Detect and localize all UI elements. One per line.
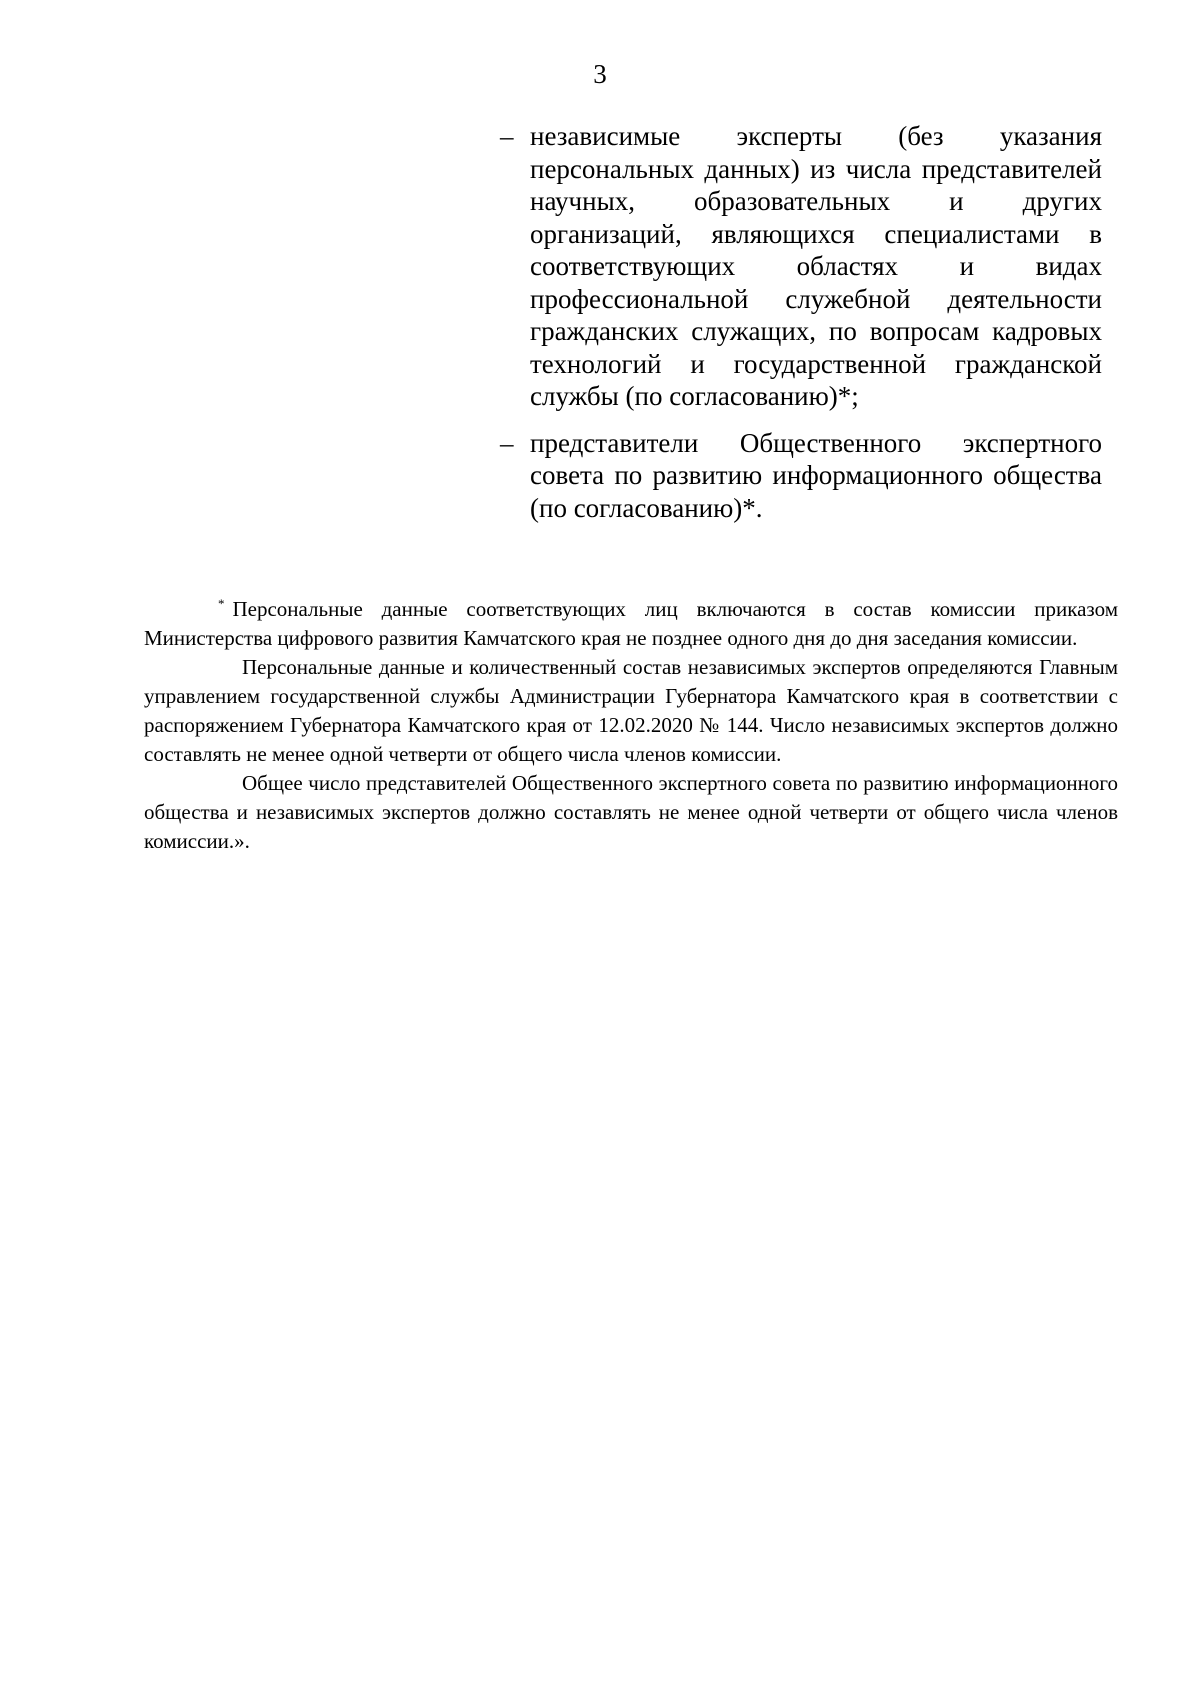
list-item-text: представители Общественного экспертного совета по развитию информационного общества (по согласованию)*. (530, 427, 1102, 523)
page-number: 3 (593, 59, 607, 89)
footnote-text-1: Персональные данные соответствующих лиц включаются в состав комиссии приказом Министерства цифрового развития Камчатского края не позднее одного дня до дня заседания комиссии. (144, 597, 1118, 650)
list-item-independent-experts (500, 120, 1102, 413)
footnote-paragraph-2: Персональные данные и количественный состав независимых экспертов определяются Главным управлением государственной службы Администрации Губернатора Камчатского края в соответствии с распоряжением Губернатора Камчатского края от 12.02.2020 № 144. Число независимых экспертов должно составлять не менее одной четверти от общего числа членов комиссии. (144, 655, 1118, 766)
list-dash: – (500, 427, 514, 458)
footnote-paragraph-1 (144, 595, 1118, 653)
list-item-expert-council (500, 427, 1102, 525)
footnote-paragraph-3: Общее число представителей Общественного экспертного совета по развитию информационного общества и независимых экспертов должно составлять не менее одной четверти от общего числа членов комиссии.». (144, 771, 1118, 853)
footnote-mark: * (218, 596, 225, 611)
list-item-text: независимые эксперты (без указания персональных данных) из числа представителей научных, образовательных и других организаций, являющихся специалистами в соответствующих областях и видах профессиональной служебной деятельности гражданских служащих, по вопросам кадровых технологий и государственной гражданской службы (по согласованию)*; (530, 121, 1102, 411)
footnotes (144, 595, 1118, 856)
members-list (500, 120, 1102, 538)
list-dash: – (500, 121, 514, 151)
